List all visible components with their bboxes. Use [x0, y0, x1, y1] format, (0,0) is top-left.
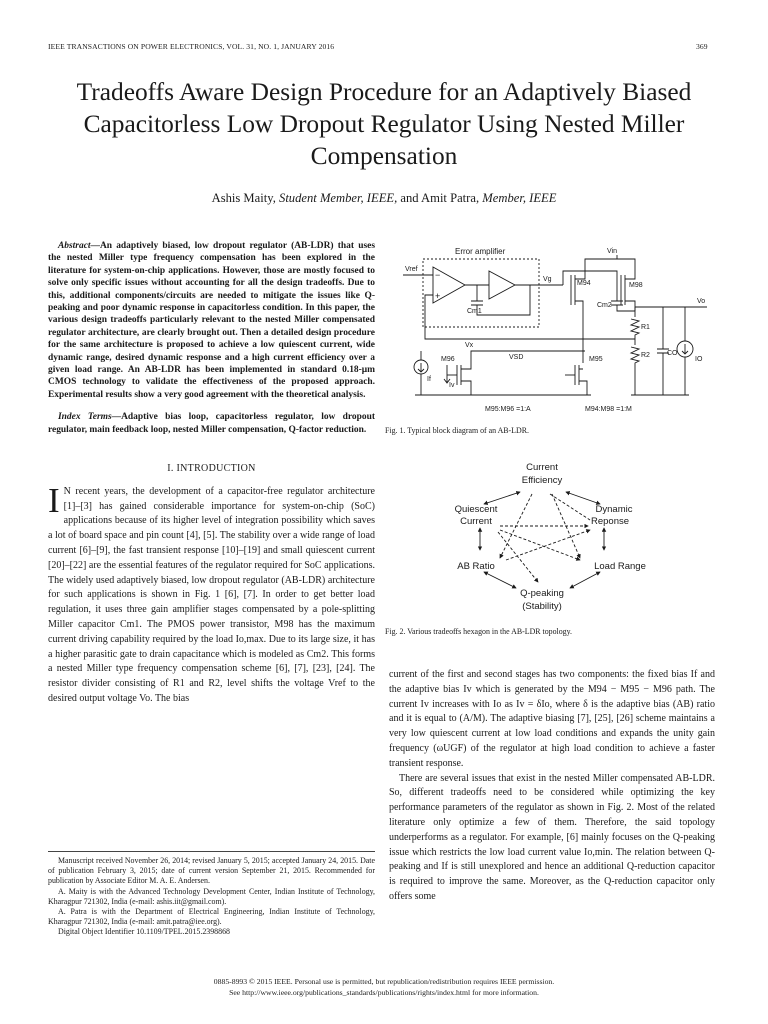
figure-1-caption: Fig. 1. Typical block diagram of an AB-LDR.: [385, 426, 529, 435]
fig2-node-ab-ratio: AB Ratio: [457, 561, 495, 572]
fig2-node-current-efficiency-line2: Efficiency: [521, 475, 563, 486]
figure-1-block-diagram: [385, 245, 715, 417]
fig1-label-io: IO: [695, 356, 703, 363]
footnote-rule: [48, 851, 375, 852]
intro-paragraph-1-text: N recent years, the development of a capacitor-free regulator architecture [1]–[3] has gained considerable importance for system-on-chip (SoC) applications because of its higher level of integration possibility which saves a lot of board space and pin count [4], [5]. The stability over a wide range of load current [6]–[9], the fast transient response [10]–[19] and small quiescent current [20]–[22] are the essential features of the regulator required for SoC applications. The widely used adaptively biased, low dropout regulator (AB-LDR) architecture for such applications is shown in Fig. 1 [6], [7]. In order to get better load regulation, it uses three gain amplifier stages compensated by a pole-splitting Miller capacitor Cm1. The PMOS power transistor, M98 has the maximum current driving capability required by the load Io,max. Due to its large size, it has a higher parasitic gate to drain capacitance which is modeled as Cm2. This forms a nested Miller type frequency compensation scheme [6], [7], [23], [24]. The resistor divider consisting of R1 and R2, level shifts the voltage Vref to the desired output voltage Vo. The bias: [48, 485, 375, 705]
fig2-node-load-range: Load Range: [594, 561, 646, 572]
index-terms: [48, 411, 375, 436]
author-2-name: Amit Patra,: [421, 191, 480, 205]
drop-cap: I: [48, 480, 60, 520]
fig2-node-quiescent-current-line2: Current: [460, 516, 492, 527]
intro-paragraph-1-continued: current of the first and second stages has two components: the fixed bias If and the adaptive bias Iv which is generated by the M94 − M95 − M96 path. The current Iv increases with Io as Iv = δIo, where δ is the adaptive bias (AB) ratio and it is equal to (A/M). The adaptive biasing [7], [25], [26] scheme maintains a very low quiescent current at low load conditions and expands the unity gain frequency (ωUGF) of the regulator at high load condition to achieve a faster transient response.: [389, 669, 715, 769]
fig2-node-q-peaking-line2: (Stability): [522, 601, 562, 612]
author-connector: and: [400, 191, 419, 205]
figure-2-caption: Fig. 2. Various tradeoffs hexagon in the AB-LDR topology.: [385, 627, 573, 636]
page-number: 369: [696, 42, 708, 51]
fig2-node-dynamic-response-line1: Dynamic: [595, 504, 633, 515]
left-column: [48, 240, 375, 707]
fig1-label-m95: M95: [589, 356, 603, 363]
copyright-line-2: See http://www.ieee.org/publications_standards/publications/rights/index.html for more information.: [229, 988, 539, 997]
fig1-label-ratio-m94-m98: M94:M98 =1:M: [585, 406, 632, 413]
fig1-label-vo: Vo: [697, 298, 706, 305]
fig2-node-quiescent-current-line1: Quiescent: [454, 504, 498, 515]
running-header-journal: IEEE TRANSACTIONS ON POWER ELECTRONICS, VOL. 31, NO. 1, JANUARY 2016: [48, 42, 335, 51]
fig1-label-vsd: VSD: [509, 354, 524, 361]
fig1-label-cm1: Cm1: [467, 308, 482, 315]
author-1-name: Ashis Maity,: [211, 191, 276, 205]
copyright-notice: [0, 976, 768, 998]
section-heading-introduction: I. INTRODUCTION: [167, 463, 256, 475]
fig1-label-vx: Vx: [465, 342, 474, 349]
fig1-label-error-amplifier: Error amplifier: [455, 247, 506, 256]
right-column: [389, 668, 715, 905]
author-2-membership: Member, IEEE: [482, 191, 557, 205]
fig2-node-dynamic-response-line2: Reponse: [590, 516, 630, 527]
index-terms-lead: Index Terms: [58, 412, 112, 423]
intro-paragraph-2: There are several issues that exist in the nested Miller compensated AB-LDR. So, different tradeoffs need to be considered while optimizing the key performance parameters of the regulator as shown in Fig. 2. Most of the related literature only optimize a few of them. Therefore, the said topology underperforms as a regulator. For example, [6] mainly focuses on the Q-peaking issue which restricts the low load current value Io,min. The relation between Q-peaking and If is still unexplored and hence an additional Q-reduction capacitor is required to improve the same. Moreover, as the Q-reduction capacitor only offers some: [389, 772, 715, 902]
fig1-label-co: CO: [667, 350, 678, 357]
copyright-line-1: 0885-8993 © 2015 IEEE. Personal use is permitted, but republication/redistribution requires IEEE permission.: [213, 977, 555, 986]
fig1-label-r1: R1: [641, 324, 650, 331]
footnote-affiliation-2: A. Patra is with the Department of Electrical Engineering, Indian Institute of Technology, Kharagpur 721302, India (e-mail: amit.patra@iee.org).: [48, 907, 375, 927]
footnote-manuscript: Manuscript received November 26, 2014; revised January 5, 2015; accepted January 24, 2015. Date of publication February 3, 2015; date of current version September 21, 2015. Recommended for publication by Associate Editor M. A. E. Andersen.: [48, 856, 375, 886]
fig2-node-current-efficiency-line1: Current: [526, 462, 558, 473]
fig1-label-r2: R2: [641, 352, 650, 359]
footnote-affiliation-1: A. Maity is with the Advanced Technology Development Center, Indian Institute of Technology, Kharagpur 721302, India (e-mail: ashis.iit@gmail.com).: [48, 886, 375, 906]
fig1-label-minus: −: [435, 270, 441, 280]
abstract: [48, 240, 375, 401]
abstract-text: —An adaptively biased, low dropout regulator (AB-LDR) that uses the nested Miller type frequency compensation has been explored in the literature for system-on-chip applications. However, those are mostly focused to solve only specific issues without accounting for all the design tradeoffs. Due to this, additional components/circuits are needed to mitigate the issues like Q-peaking and poor dynamic response in capacitorless condition. In this paper, the various design tradeoffs particularly relevant to the nested Miller compensated regulator architecture, are clearly brought out. Then a detailed design procedure for the same architecture is proposed to achieve a low quiescent current, wide dynamic range, desired dynamic response and a high current efficiency over a given load range. An AB-LDR has been implemented in standard 0.18-μm CMOS technology to validate the effectiveness of the proposed approach. Experimental results show a very good agreement with the theoretical analysis.: [48, 241, 375, 400]
fig2-node-q-peaking-line1: Q-peaking: [520, 588, 564, 599]
fig1-label-vin: Vin: [607, 248, 617, 255]
fig1-label-plus: +: [435, 291, 441, 301]
index-terms-text: —Adaptive bias loop, capacitorless regulator, low dropout regulator, main feedback loop, nested Miller compensation, Q-factor reduction.: [48, 412, 375, 435]
intro-paragraph-1: [48, 480, 375, 707]
footnotes: [48, 856, 375, 938]
paper-title: Tradeoffs Aware Design Procedure for an Adaptively Biased Capacitorless Low Dropout Regulator Using Nested Miller Compensation: [76, 78, 692, 170]
fig1-label-vref: Vref: [405, 266, 418, 273]
fig1-label-if: If: [427, 376, 431, 383]
fig1-label-vg: Vg: [543, 276, 552, 283]
footnote-doi: Digital Object Identifier 10.1109/TPEL.2015.2398868: [58, 927, 230, 937]
author-1-membership: Student Member, IEEE,: [279, 191, 398, 205]
fig1-label-m96: M96: [441, 356, 455, 363]
fig1-label-iv: Iv: [449, 382, 455, 389]
fig1-label-ratio-m95-m96: M95:M96 =1:A: [485, 406, 531, 413]
fig1-label-cm2: Cm2: [597, 302, 612, 309]
fig1-label-m94: M94: [577, 280, 591, 287]
figure-2-tradeoffs-hexagon: [440, 458, 660, 614]
abstract-lead: Abstract: [58, 241, 91, 251]
author-line: [30, 191, 738, 206]
fig1-label-m98: M98: [629, 282, 643, 289]
